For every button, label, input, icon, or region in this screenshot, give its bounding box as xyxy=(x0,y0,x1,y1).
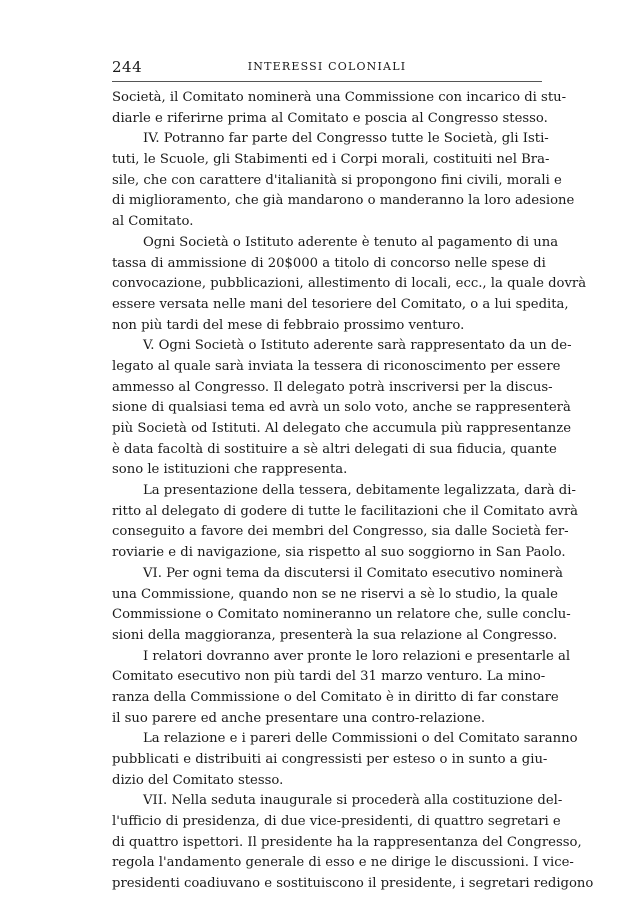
paragraph-start-line: I relatori dovranno aver pronte le loro relazioni e presentarle al xyxy=(143,648,571,664)
running-title: INTERESSI COLONIALI xyxy=(247,60,407,73)
text-line: non più tardi del mese di febbraio prossimo venturo. xyxy=(112,317,465,333)
text-line: Commissione o Comitato nomineranno un relatore che, sulle conclu- xyxy=(112,607,571,623)
text-line: è data facoltà di sostituire a sè altri delegati di sua fiducia, quante xyxy=(112,441,557,457)
paragraph-start-line: Ogni Società o Istituto aderente è tenuto al pagamento di una xyxy=(143,234,559,250)
text-line: presidenti coadiuvano e sostituiscono il presidente, i segretari redigono xyxy=(112,876,594,892)
text-line: ritto al delegato di godere di tutte le facilitazioni che il Comitato avrà xyxy=(112,503,579,519)
paragraph-start-line: VI. Per ogni tema da discutersi il Comitato esecutivo nominerà xyxy=(143,565,563,581)
text-line: sile, che con carattere d'italianità si propongono fini civili, morali e xyxy=(112,172,562,188)
header-rule xyxy=(112,81,542,82)
page-number: 244 xyxy=(112,58,143,76)
body-text xyxy=(112,88,594,895)
text-line: più Società od Istituti. Al delegato che accumula più rappresentanze xyxy=(112,421,572,436)
text-line: legato al quale sarà inviata la tessera di riconoscimento per essere xyxy=(112,358,561,374)
text-line: tuti, le Scuole, gli Stabimenti ed i Corpi morali, costituiti nel Bra- xyxy=(112,152,550,168)
paragraph-start-line: V. Ogni Società o Istituto aderente sarà rappresentato da un de- xyxy=(143,338,572,354)
text-line: Società, il Comitato nominerà una Commissione con incarico di stu- xyxy=(112,90,567,105)
text-line: l'ufficio di presidenza, di due vice-presidenti, di quattro segretari e xyxy=(112,814,561,830)
text-line: una Commissione, quando non se ne riservi a sè lo studio, la quale xyxy=(112,586,558,602)
text-line: di quattro ispettori. Il presidente ha la rappresentanza del Congresso, xyxy=(112,834,582,850)
paragraph-start-line: IV. Potranno far parte del Congresso tutte le Società, gli Isti- xyxy=(143,131,549,147)
text-line: ranza della Commissione o del Comitato è in diritto di far constare xyxy=(112,689,559,705)
text-line: il suo parere ed anche presentare una contro-relazione. xyxy=(112,710,486,726)
text-line: diarle e riferirne prima al Comitato e poscia al Congresso stesso. xyxy=(112,110,548,126)
text-line: sioni della maggioranza, presenterà la sua relazione al Congresso. xyxy=(112,627,558,643)
text-line: sono le istituzioni che rappresenta. xyxy=(112,462,348,478)
text-line: essere versata nelle mani del tesoriere del Comitato, o a lui spedita, xyxy=(112,296,569,312)
paragraph-start-line: VII. Nella seduta inaugurale si procederà alla costituzione del- xyxy=(143,793,563,809)
text-line: sione di qualsiasi tema ed avrà un solo voto, anche se rappresenterà xyxy=(112,400,571,416)
paragraph-start-line: La presentazione della tessera, debitamente legalizzata, darà di- xyxy=(143,483,576,499)
text-line: convocazione, pubblicazioni, allestimento di locali, ecc., la quale dovrà xyxy=(112,276,587,292)
text-line: conseguito a favore dei membri del Congresso, sia dalle Società fer- xyxy=(112,524,569,540)
text-line: di miglioramento, che già mandarono o manderanno la loro adesione xyxy=(112,193,575,209)
text-line: Comitato esecutivo non più tardi del 31 marzo venturo. La mino- xyxy=(112,669,546,685)
page-header xyxy=(112,58,542,80)
text-line: al Comitato. xyxy=(112,214,194,230)
paragraph-start-line: La relazione e i pareri delle Commissioni o del Comitato saranno xyxy=(143,731,578,747)
text-line: tassa di ammissione di 20$000 a titolo di concorso nelle spese di xyxy=(112,255,546,271)
text-line: pubblicati e distribuiti ai congressisti per esteso o in sunto a giu- xyxy=(112,752,548,767)
text-line: regola l'andamento generale di esso e ne dirige le discussioni. I vice- xyxy=(112,855,574,871)
text-line: ammesso al Congresso. Il delegato potrà inscriversi per la discus- xyxy=(112,379,553,395)
text-line: roviarie e di navigazione, sia rispetto al suo soggiorno in San Paolo. xyxy=(112,545,566,561)
text-line: dizio del Comitato stesso. xyxy=(112,772,284,788)
